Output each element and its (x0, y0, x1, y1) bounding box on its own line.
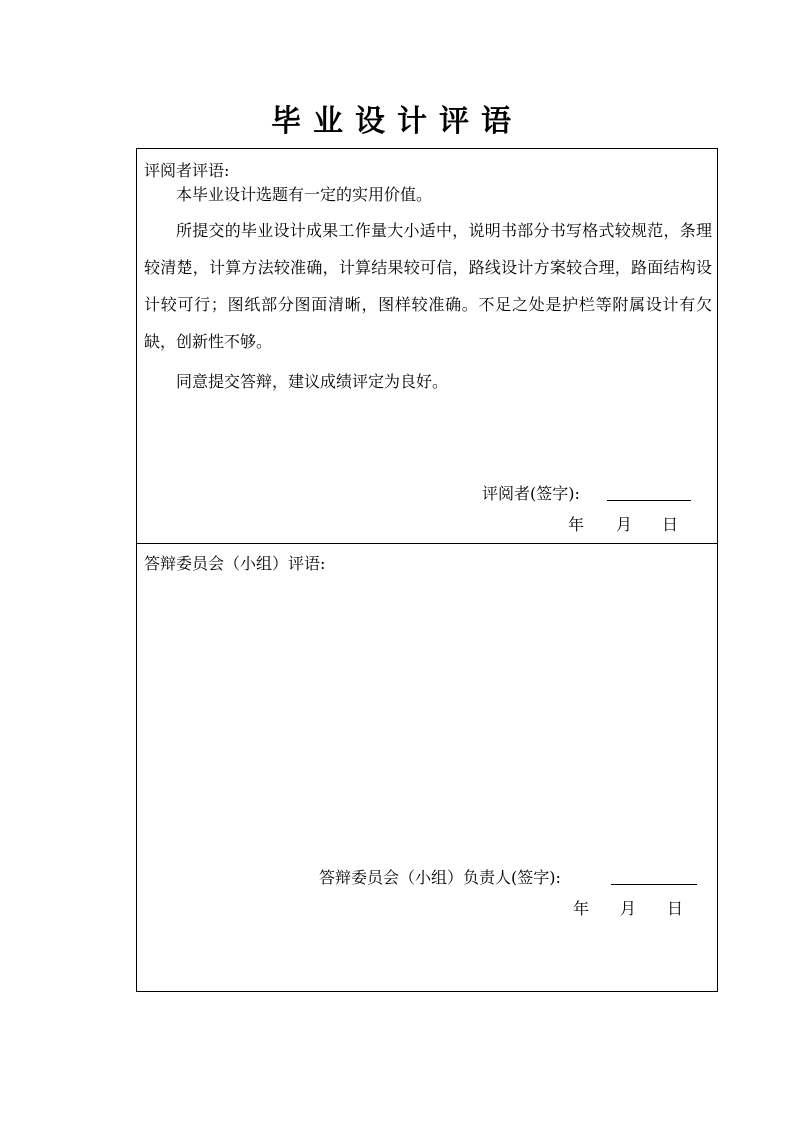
reviewer-signature-line[interactable] (607, 500, 691, 501)
reviewer-signature-label: 评阅者(签字): (482, 484, 580, 503)
reviewer-date-year: 年 (568, 515, 585, 534)
committee-signature-label: 答辩委员会（小组）负责人(签字): (319, 868, 561, 887)
reviewer-date-month: 月 (616, 515, 633, 534)
reviewer-date-day: 日 (662, 515, 679, 534)
reviewer-comment-label: 评阅者评语: (144, 161, 230, 180)
committee-date-year: 年 (573, 899, 590, 918)
reviewer-comment-paragraph2: 所提交的毕业设计成果工作量大小适中，说明书部分书写格式较规范，条理较清楚，计算方法较准确，计算结果较可信，路线设计方案较合理，路面结构设计较可行；图纸部分图面清晰，图样较准确。不足之处是护栏等附属设计有欠缺，创新性不够。 (144, 221, 712, 351)
committee-comment-label: 答辩委员会（小组）评语: (144, 554, 326, 573)
committee-date-month: 月 (620, 899, 637, 918)
committee-date-day: 日 (667, 899, 684, 918)
page-title: 毕业设计评语 (271, 104, 523, 139)
committee-signature-line[interactable] (611, 884, 697, 885)
reviewer-comment-line1: 本毕业设计选题有一定的实用价值。 (176, 185, 433, 204)
comment-table (136, 148, 718, 992)
reviewer-comment-paragraph3: 同意提交答辩，建议成绩评定为良好。 (176, 372, 449, 391)
section-divider (137, 543, 717, 544)
